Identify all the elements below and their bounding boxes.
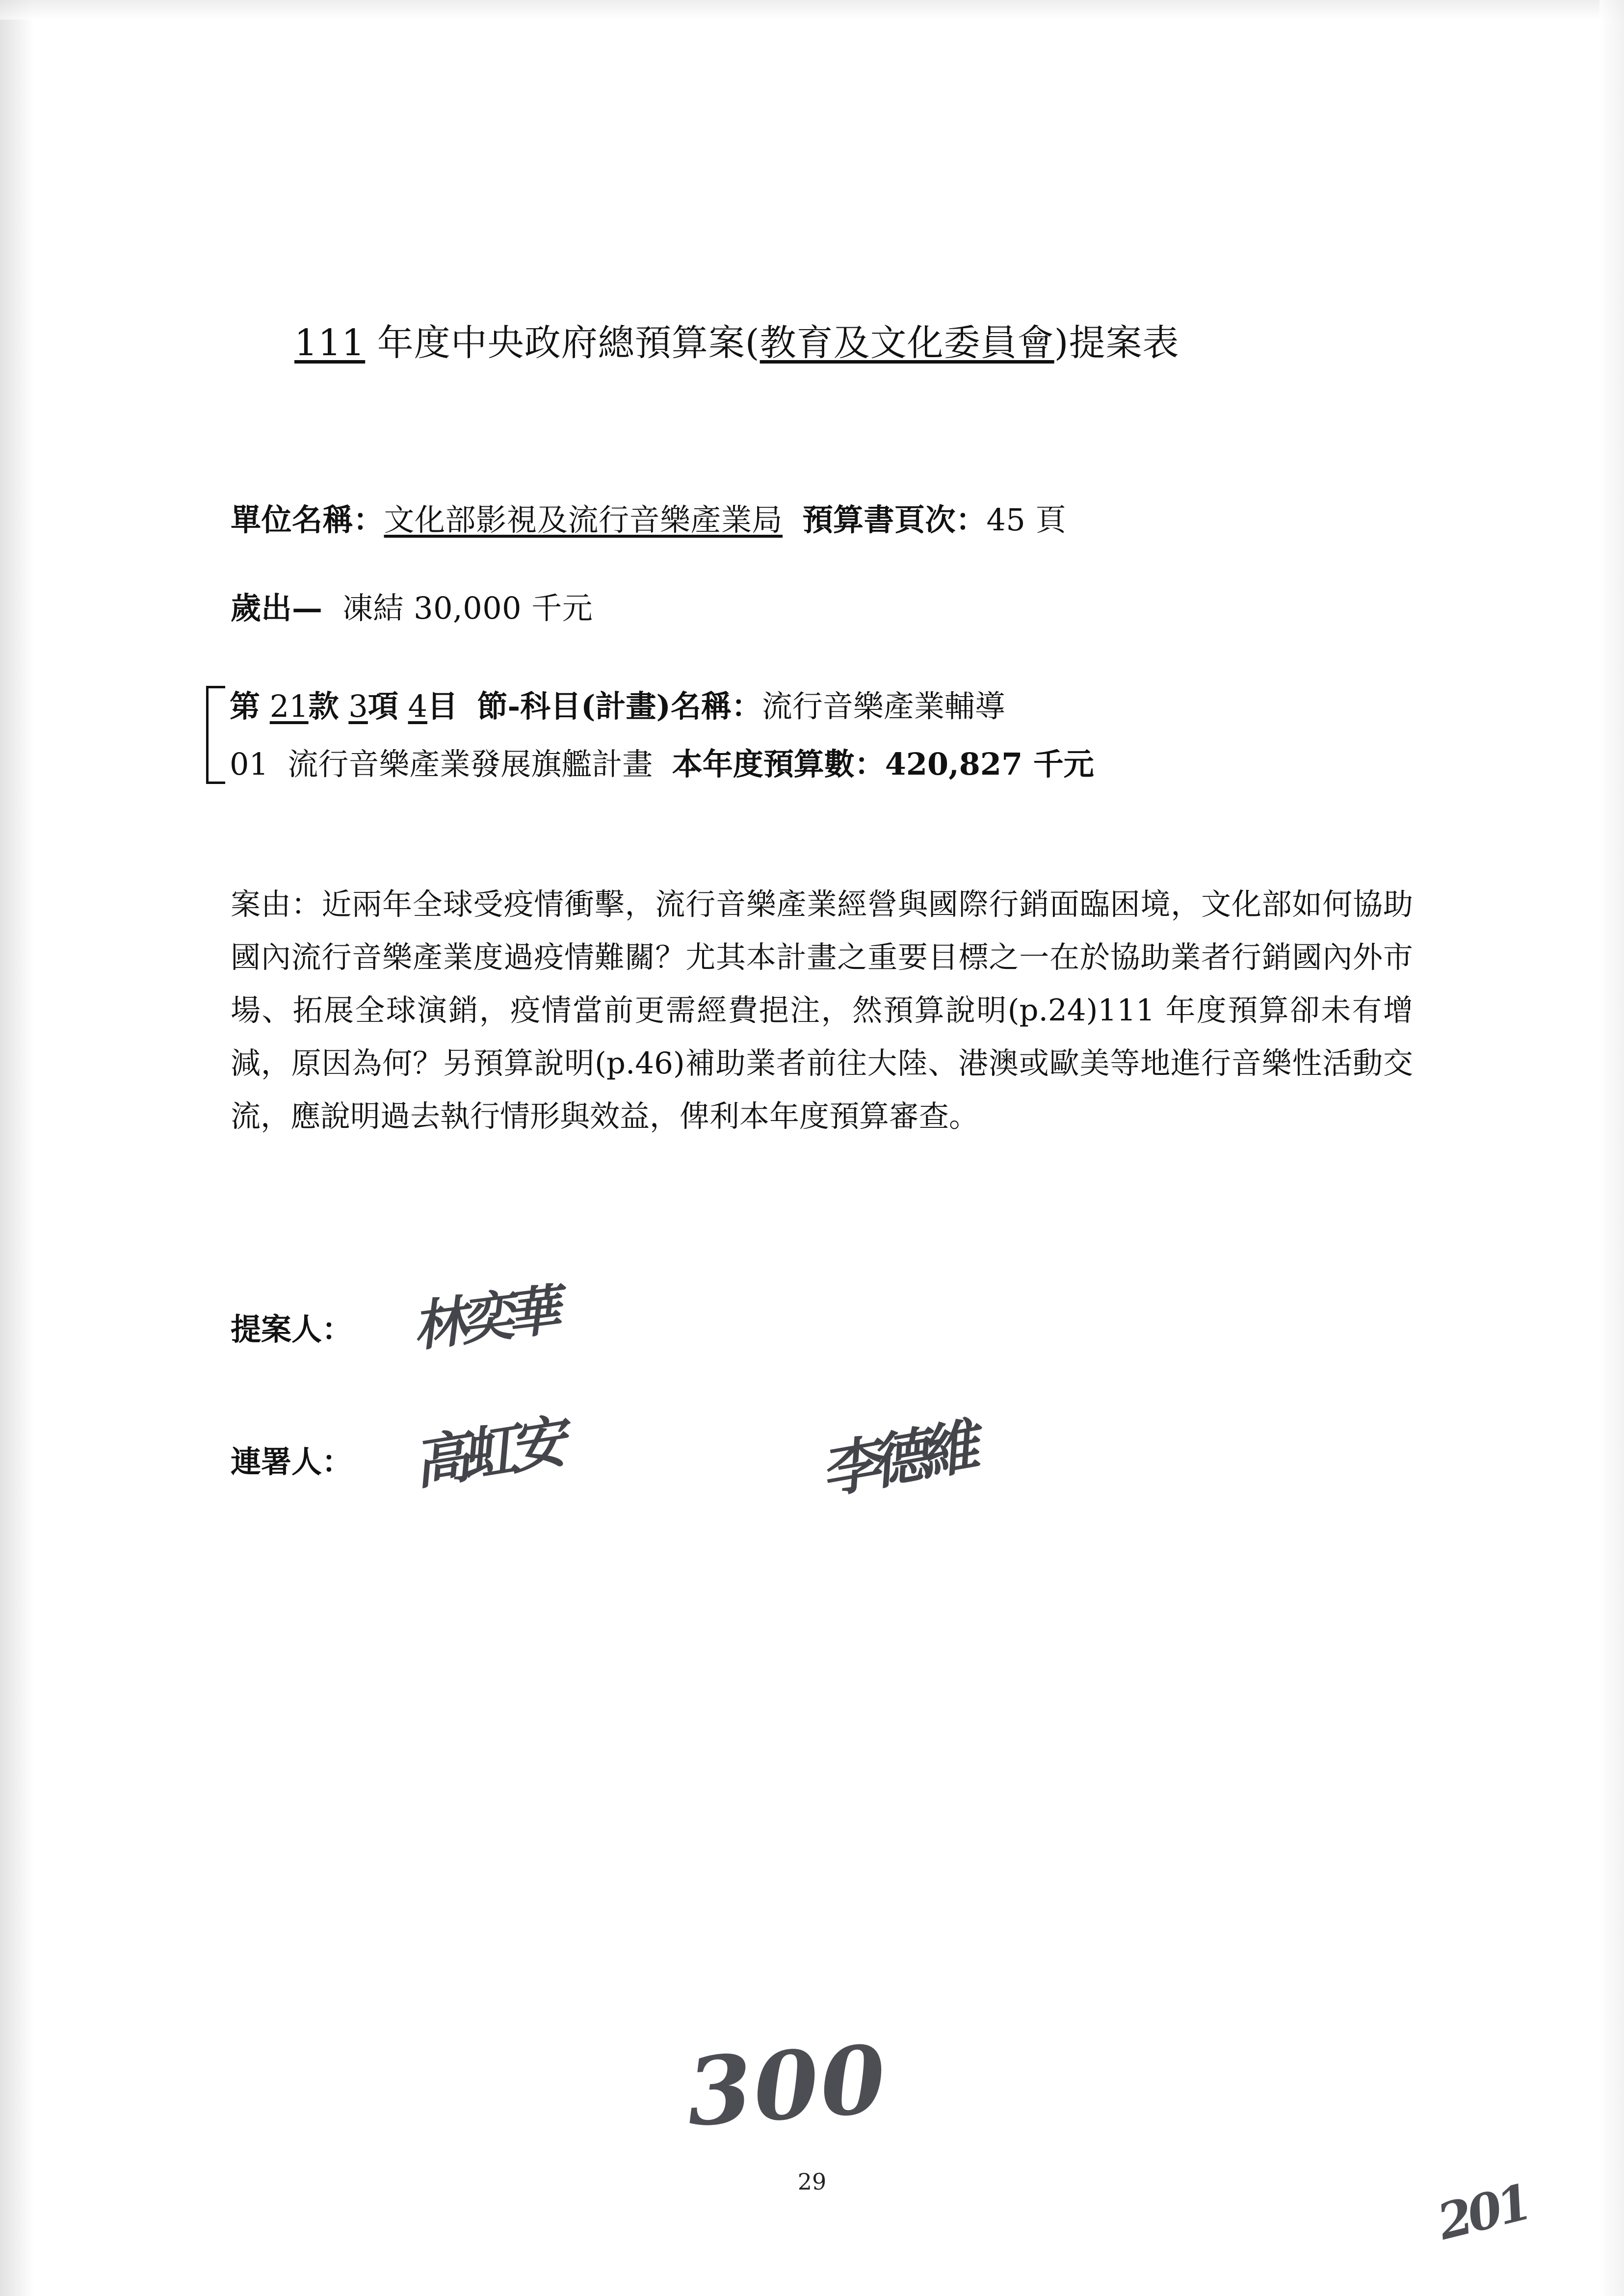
cosigner-signature-1: 高虹安 — [408, 1409, 563, 1498]
title-part-a: 年度中央政府總預算案( — [365, 322, 760, 364]
account-plan-name: 流行音樂產業發展旗艦計畫 — [288, 746, 653, 782]
unit-name-label: 單位名稱： — [231, 502, 384, 538]
account-kuan-prefix: 第 — [230, 688, 261, 724]
annual-budget-value: 420,827 千元 — [885, 746, 1094, 782]
bracket-icon — [206, 686, 225, 784]
account-xiang-number: 3 — [348, 688, 368, 724]
unit-name-value: 文化部影視及流行音樂產業局 — [384, 502, 783, 538]
budget-page-value: 45 頁 — [986, 502, 1067, 538]
annual-budget-label: 本年度預算數： — [672, 746, 885, 782]
account-kuan-number: 21 — [269, 688, 309, 724]
account-plan-code: 01 — [230, 746, 268, 782]
account-xiang-unit: 項 — [367, 688, 398, 724]
account-kuan-unit: 款 — [308, 688, 339, 724]
account-subject-label: 節-科目(計畫)名稱： — [477, 688, 762, 724]
account-mu-number: 4 — [408, 688, 428, 724]
proposer-label: 提案人： — [231, 1311, 353, 1347]
corner-handwritten-mark: 201 — [1432, 2173, 1534, 2251]
proposer-signature: 林奕華 — [409, 1278, 557, 1359]
title-part-b: )提案表 — [1054, 322, 1179, 364]
case-reason-paragraph: 案由：近兩年全球受疫情衝擊，流行音樂產業經營與國際行銷面臨困境，文化部如何協助國內流行音樂產業度過疫情難關？尤其本計畫之重要目標之一在於協助業者行銷國內外市場、拓展全球演銷，疫情當前更需經費挹注，然預算說明(p.24)111 年度預算卻未有增減，原因為何？另預算說明(p.46)補助業者前往大陸、港澳或歐美等地進行音樂性活動交流，應說明過去執行情形與效益，俾利本年度預算審查。 — [231, 887, 1413, 1134]
unit-name-row — [231, 496, 1066, 539]
expenditure-label: 歲出— — [231, 590, 323, 626]
cosigner-signature-2: 李德維 — [815, 1412, 975, 1507]
budget-page-label: 預算書頁次： — [802, 502, 987, 538]
account-line-1 — [230, 682, 1005, 726]
title-year: 111 — [294, 322, 366, 364]
cosigner-label: 連署人： — [231, 1444, 353, 1480]
expenditure-value: 凍結 30,000 千元 — [342, 590, 593, 626]
page-title — [294, 314, 1374, 366]
title-committee: 教育及文化委員會 — [760, 322, 1054, 364]
account-line-2 — [230, 740, 1094, 783]
page-number: 29 — [797, 2168, 827, 2195]
handwritten-stamp: 300 — [683, 2024, 891, 2147]
account-subject-value: 流行音樂產業輔導 — [761, 688, 1005, 724]
account-mu-unit: 目 — [427, 688, 458, 724]
expenditure-row — [231, 584, 593, 627]
